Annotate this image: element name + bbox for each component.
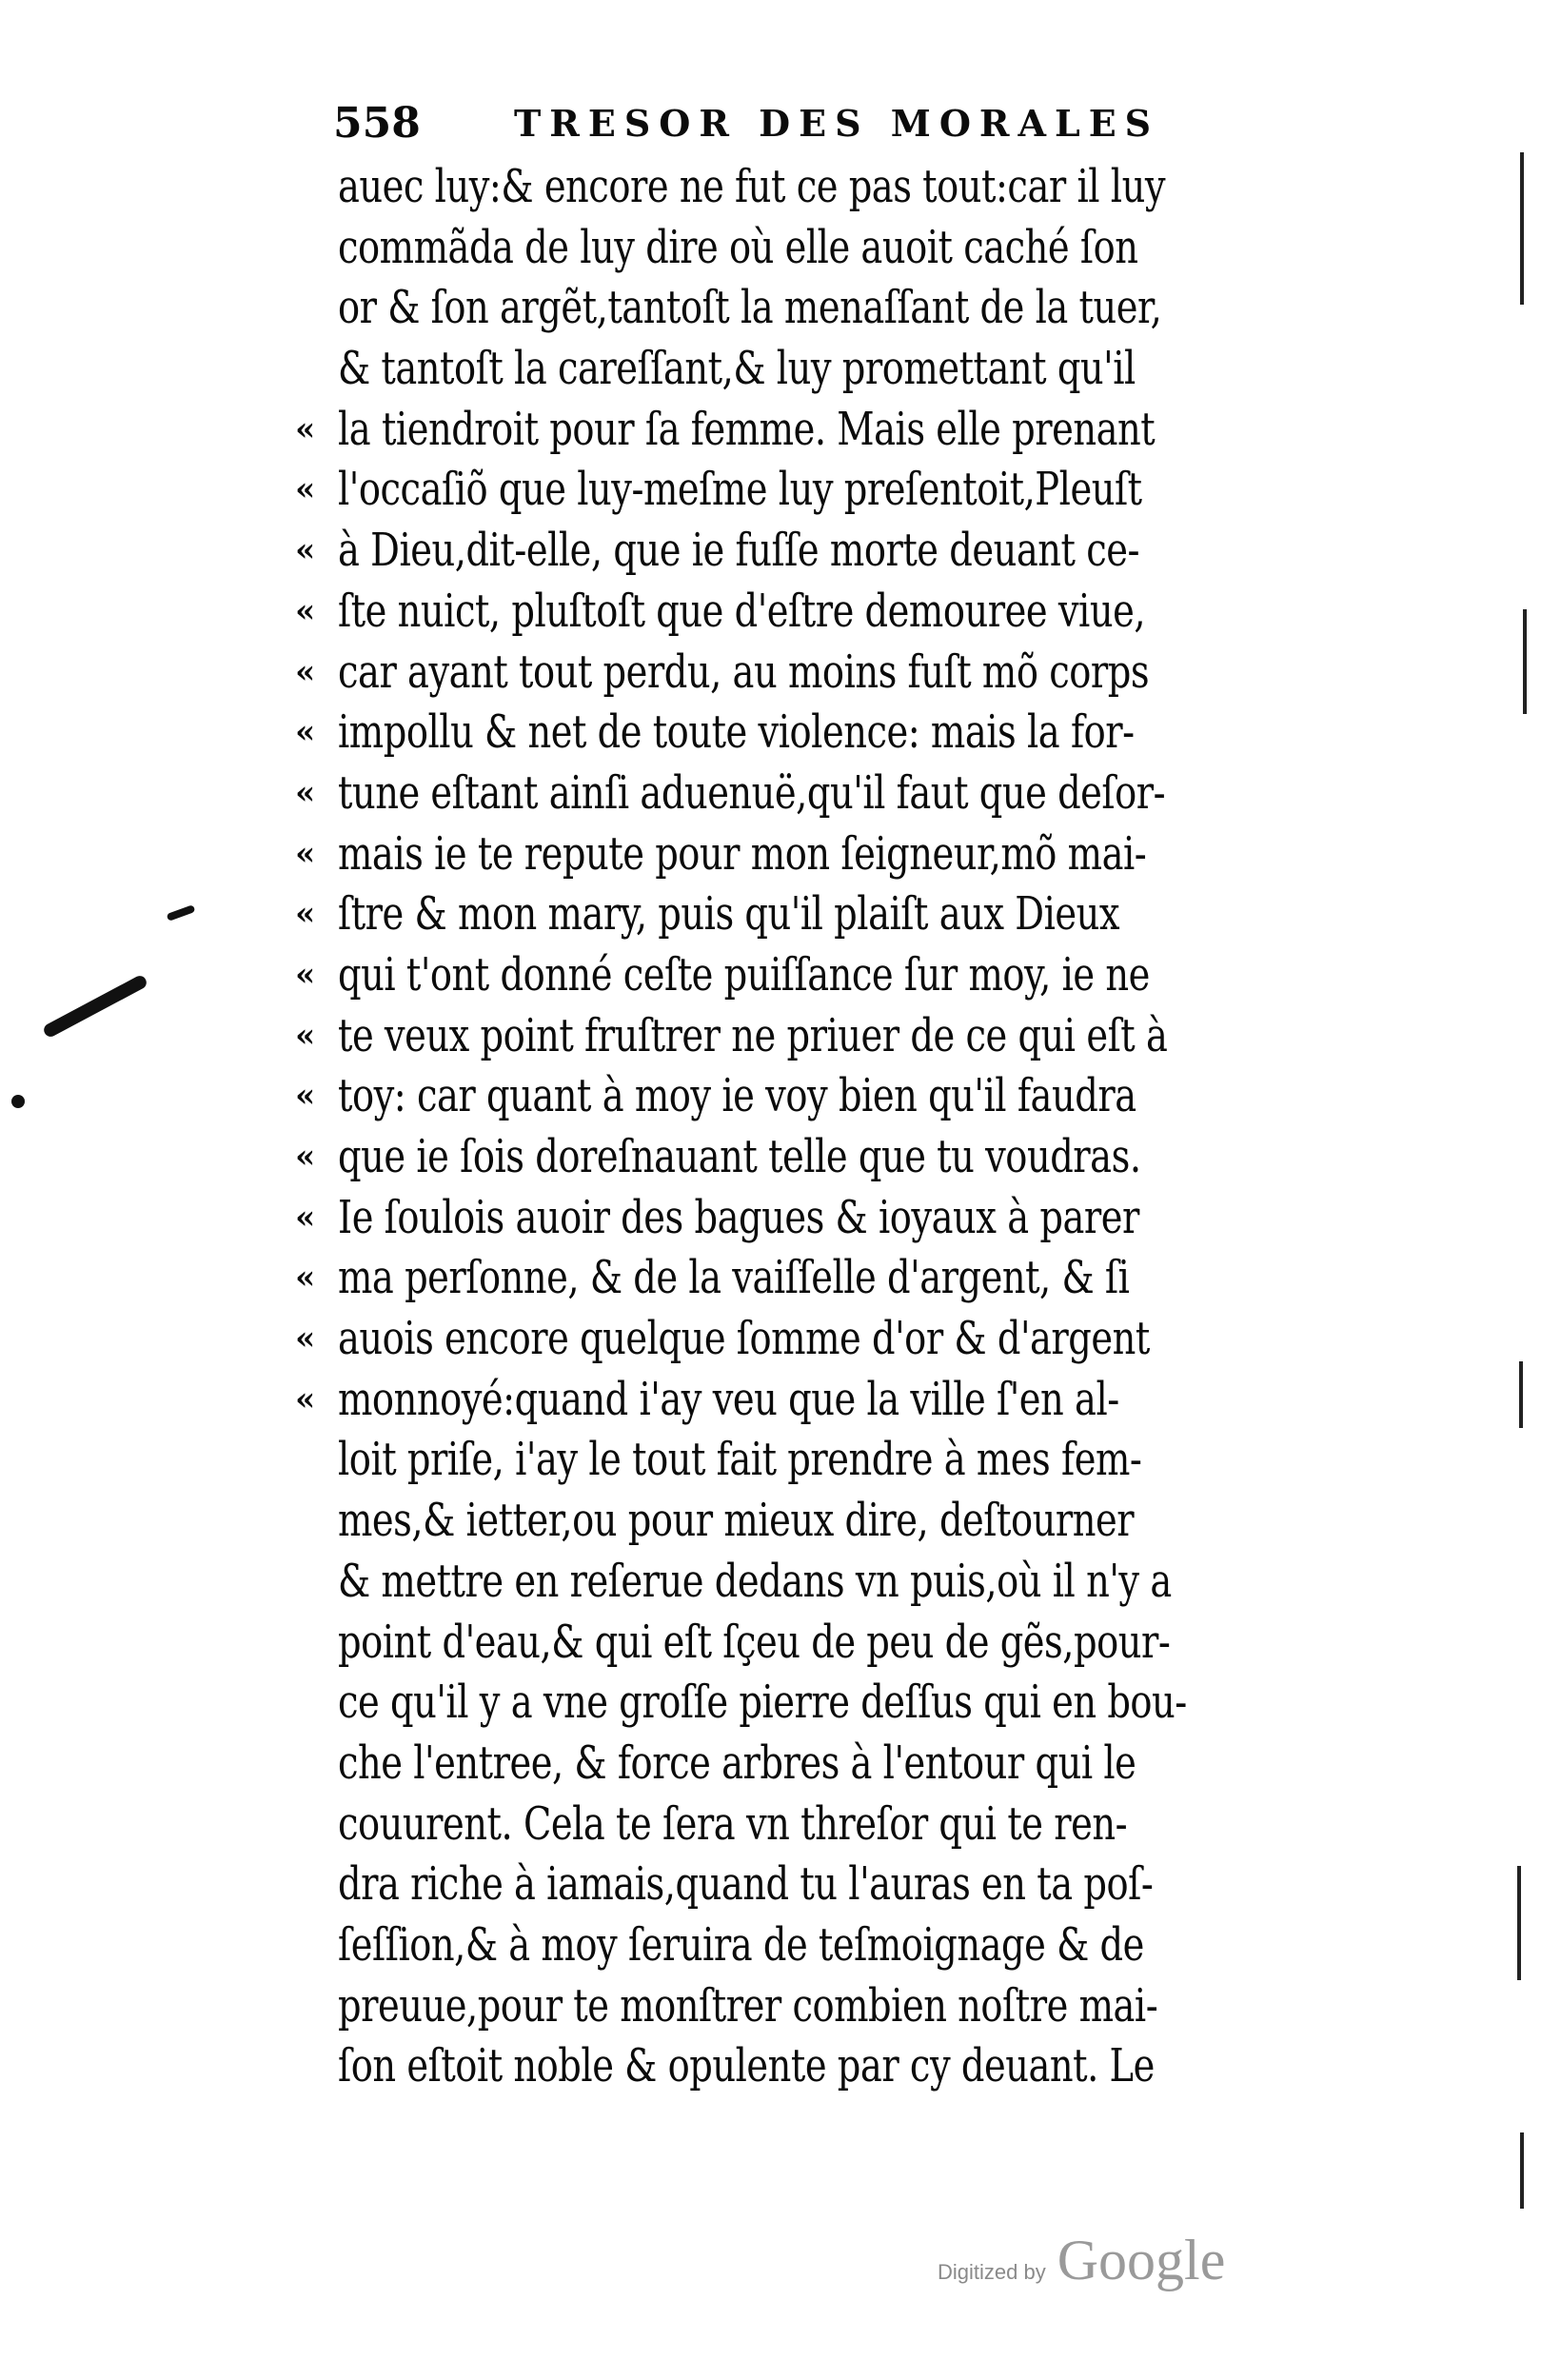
text-line	[295, 1127, 1366, 1188]
quotation-mark: «	[295, 652, 315, 691]
ink-smudge	[167, 904, 196, 922]
line-text: auois encore quelque ſomme d'or & d'argent	[338, 1312, 1150, 1366]
quotation-mark: «	[295, 409, 315, 448]
text-line	[295, 824, 1366, 885]
quotation-mark: «	[295, 1077, 315, 1116]
line-text: car ayant tout perdu, au moins fuſt mõ corps	[338, 645, 1150, 699]
line-text: ce qu'il y a vne groſſe pierre deſſus qui en bou-	[338, 1676, 1187, 1730]
line-text: ſeſſion,& à moy ſeruira de teſmoignage & de	[338, 1917, 1144, 1972]
text-line	[295, 1248, 1366, 1309]
line-text: loit priſe, i'ay le tout fait prendre à mes fem-	[338, 1433, 1142, 1487]
page-header	[333, 95, 1209, 162]
text-line	[338, 218, 1366, 279]
line-text: preuue,pour te monſtrer combien noſtre mai-	[338, 1978, 1158, 2033]
quotation-mark: «	[295, 1259, 315, 1298]
line-text: ma perſonne, & de la vaiſſelle d'argent, & ſi	[338, 1251, 1130, 1305]
page-edge-rule	[1519, 1361, 1523, 1428]
quotation-mark: «	[295, 1319, 315, 1359]
line-text: mes,& ietter,ou pour mieux dire, deſtourner	[338, 1494, 1135, 1548]
text-line	[338, 1673, 1366, 1734]
quotation-mark: «	[295, 955, 315, 994]
quotation-mark: «	[295, 470, 315, 509]
line-text: mais ie te repute pour mon ſeigneur,mõ mai-	[338, 826, 1147, 881]
line-text: or & ſon argẽt,tantoſt la menaſſant de la tuer,	[338, 281, 1162, 335]
text-line	[295, 1066, 1366, 1127]
ink-dot	[11, 1095, 25, 1108]
page-edge-rule	[1523, 609, 1527, 714]
text-line	[338, 1491, 1366, 1552]
line-text: commãda de luy dire où elle auoit caché ſon	[338, 220, 1138, 274]
text-line	[295, 703, 1366, 764]
line-text: dra riche à iamais,quand tu l'auras en ta poſ-	[338, 1857, 1154, 1912]
text-line	[295, 1006, 1366, 1067]
text-line	[295, 945, 1366, 1006]
line-text: monnoyé:quand i'ay veu que la ville ſ'en al-	[338, 1372, 1119, 1426]
quotation-mark: «	[295, 531, 315, 570]
line-text: que ie ſois doreſnauant telle que tu voudras.	[338, 1130, 1141, 1183]
quotation-mark: «	[295, 895, 315, 934]
line-text: ſte nuict, pluſtoſt que d'eſtre demouree viue,	[338, 584, 1146, 638]
line-text: te veux point fruſtrer ne priuer de ce qui eſt à	[338, 1008, 1168, 1062]
quotation-mark: «	[295, 713, 315, 752]
line-text: à Dieu,dit-elle, que ie fuſſe morte deuant ce-	[338, 524, 1139, 578]
quotation-mark: «	[295, 834, 315, 873]
line-text: tune eſtant ainſi aduenuë,qu'il faut que deſor-	[338, 765, 1166, 820]
text-line	[295, 884, 1366, 945]
text-line	[295, 460, 1366, 521]
running-title: TRESOR DES MORALES	[514, 102, 1160, 145]
text-line	[295, 400, 1366, 461]
line-text: ſtre & mon mary, puis qu'il plaiſt aux Dieux	[338, 887, 1120, 942]
quotation-mark: «	[295, 591, 315, 630]
text-line	[338, 157, 1366, 218]
line-text: couurent. Cela te ſera vn threſor qui te ren-	[338, 1796, 1128, 1851]
digitized-by-google-watermark	[938, 2228, 1225, 2294]
text-line	[295, 1309, 1366, 1370]
quotation-mark: «	[295, 1198, 315, 1237]
line-text: toy: car quant à moy ie voy bien qu'il faudra	[338, 1069, 1136, 1123]
text-line	[338, 339, 1366, 400]
text-line	[338, 1430, 1366, 1491]
line-text: qui t'ont donné ceſte puiſſance ſur moy, ie ne	[338, 947, 1150, 1002]
line-text: impollu & net de toute violence: mais la for-	[338, 705, 1135, 760]
page-number: 558	[333, 99, 421, 148]
page-edge-rule	[1520, 2132, 1524, 2209]
line-text: che l'entree, & force arbres à l'entour qui le	[338, 1735, 1136, 1790]
line-text: la tiendroit pour ſa femme. Mais elle prenant	[338, 402, 1156, 456]
page-edge-rule	[1520, 152, 1524, 305]
text-line	[338, 1854, 1366, 1915]
watermark-prefix: Digitized by	[938, 2260, 1046, 2284]
text-line	[338, 1795, 1366, 1855]
text-line	[338, 278, 1366, 339]
text-line	[295, 1188, 1366, 1249]
quotation-mark: «	[295, 1138, 315, 1176]
line-text: Ie ſoulois auoir des bagues & ioyaux à parer	[338, 1190, 1139, 1244]
line-text: & mettre en reſerue dedans vn puis,où il n'y a	[338, 1554, 1172, 1608]
text-line	[338, 1976, 1366, 2037]
text-line	[338, 1552, 1366, 1613]
text-line	[295, 1370, 1366, 1431]
text-line	[338, 1734, 1366, 1795]
text-line	[338, 1915, 1366, 1976]
quotation-mark: «	[295, 1379, 315, 1418]
text-line	[295, 764, 1366, 824]
body-text	[295, 157, 1366, 2097]
ink-smudge	[42, 974, 149, 1040]
line-text: & tantoſt la careſſant,& luy promettant qu'il	[338, 342, 1136, 396]
text-line	[338, 1613, 1366, 1674]
text-line	[295, 521, 1366, 582]
text-line	[295, 582, 1366, 643]
quotation-mark: «	[295, 773, 315, 812]
quotation-mark: «	[295, 1016, 315, 1055]
text-line	[295, 643, 1366, 704]
line-text: ſon eſtoit noble & opulente par cy deuant. Le	[338, 2039, 1155, 2093]
line-text: auec luy:& encore ne fut ce pas tout:car il luy	[338, 160, 1166, 213]
line-text: l'occaſiõ que luy-meſme luy preſentoit,Pleuſt	[338, 463, 1142, 517]
text-line	[338, 2036, 1366, 2097]
line-text: point d'eau,& qui eſt ſçeu de peu de gẽs,pour-	[338, 1615, 1171, 1669]
google-logo: Google	[1057, 2229, 1226, 2291]
page-edge-rule	[1517, 1866, 1521, 1980]
